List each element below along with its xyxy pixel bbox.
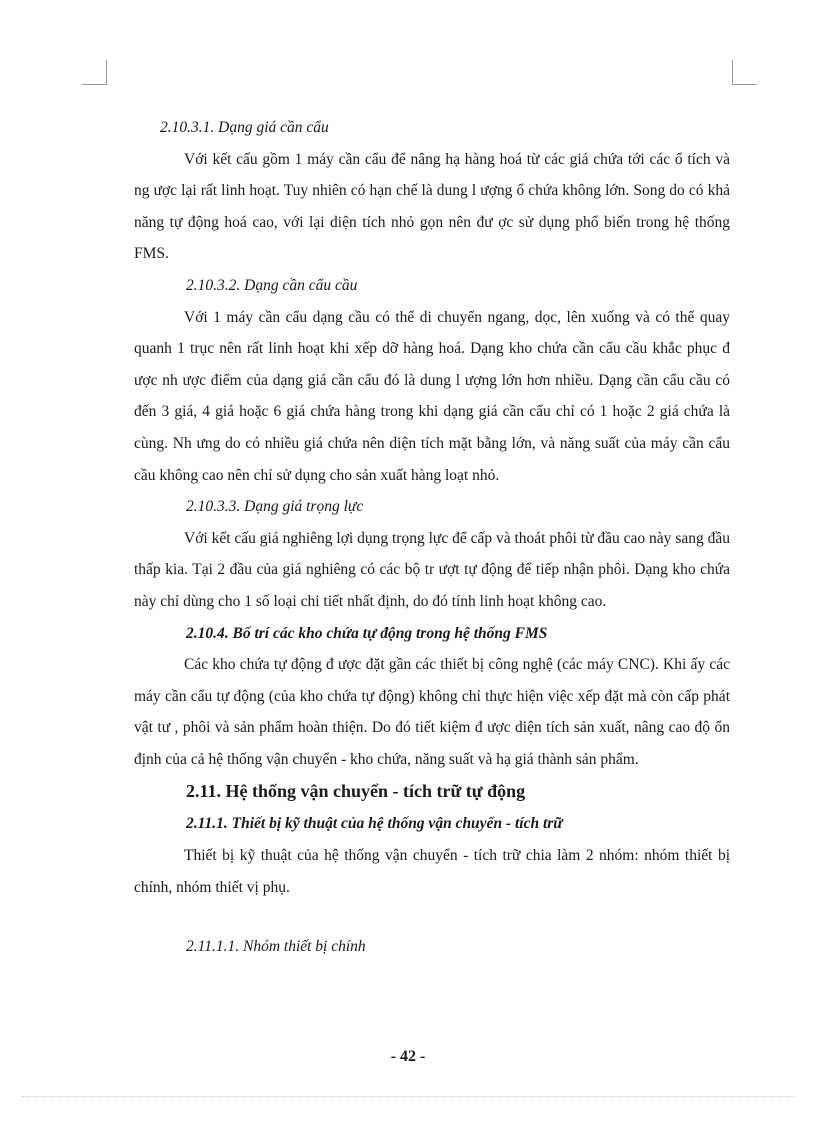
heading-2-10-3-3: 2.10.3.3. Dạng giá trọng lực [186, 498, 364, 516]
crop-mark-top-right [732, 60, 757, 85]
crop-mark-top-left [82, 60, 107, 85]
document-body [134, 112, 730, 963]
page-number: - 42 - [390, 1048, 426, 1065]
heading-2-10-3-1: 2.10.3.1. Dạng giá cần cẩu [160, 119, 329, 136]
paragraph-warehouse-layout: Các kho chứa tự động đ ược đặt gần các thiết bị công nghệ (các máy CNC). Khi ấy các máy cần cẩu tự động (của kho chứa tự động) không chỉ thực hiện việc xếp đặt mà còn cấp phát vật tư , phôi và sản phẩm hoàn thiện. Do đó tiết kiệm đ ược diện tích sản xuất, nâng cao độ ổn định của cả hệ thống vận chuyển - kho chứa, năng suất và hạ giá thành sản phẩm. [134, 656, 730, 768]
paragraph-gantry-shelf: Với kết cấu gồm 1 máy cần cẩu để nâng hạ hàng hoá từ các giá chứa tới các ổ tích và ng ược lại rất linh hoạt. Tuy nhiên có hạn chế là dung l ượng ổ chứa không lớn. Song do có khả năng tự động hoá cao, với lại diện tích nhỏ gọn nên đư ợc sử dụng phổ biến trong hệ thống FMS. [134, 150, 730, 263]
spacer [134, 903, 730, 931]
heading-2-10-3-2: 2.10.3.2. Dạng cần cẩu cầu [186, 276, 358, 294]
paragraph-gravity-shelf: Với kết cấu giá nghiêng lợi dụng trọng lực để cấp và thoát phôi từ đầu cao này sang đầu thấp kia. Tại 2 đầu của giá nghiêng có các bộ tr ượt tự động để tiếp nhận phôi. Dạng kho chứa này chỉ dùng cho 1 số loại chi tiết nhất định, do đó tính linh hoạt không cao. [134, 529, 730, 610]
heading-2-11-1: 2.11.1. Thiết bị kỹ thuật của hệ thống vận chuyển - tích trữ [186, 815, 563, 833]
bottom-dotted-rule [22, 1096, 794, 1097]
heading-2-10-4: 2.10.4. Bố trí các kho chứa tự động trong hệ thống FMS [186, 624, 548, 642]
paragraph-equipment-groups: Thiết bị kỹ thuật của hệ thống vận chuyển - tích trữ chia làm 2 nhóm: nhóm thiết bị chính, nhóm thiết vị phụ. [134, 847, 730, 896]
heading-2-11: 2.11. Hệ thống vận chuyển - tích trữ tự động [186, 781, 526, 802]
heading-2-11-1-1: 2.11.1.1. Nhóm thiết bị chính [186, 938, 366, 956]
paragraph-bridge-crane: Với 1 máy cần cẩu dạng cầu có thể di chuyển ngang, dọc, lên xuống và có thể quay quanh 1 trục nên rất linh hoạt khi xếp dỡ hàng hoá. Dạng kho chứa cần cẩu cầu khắc phục đ ược nh ược điểm của dạng giá cần cẩu đó là dung l ượng lớn hơn nhiều. Dạng cần cẩu cầu có đến 3 giá, 4 giá hoặc 6 giá chứa hàng trong khi dạng giá cần cẩu chỉ có 1 hoặc 2 giá chứa là cùng. Nh ưng do có nhiều giá chứa nên diện tích mặt bằng lớn, và năng suất của máy cần cẩu cầu không cao nên chỉ sử dụng cho sản xuất hàng loạt nhỏ. [134, 308, 730, 484]
